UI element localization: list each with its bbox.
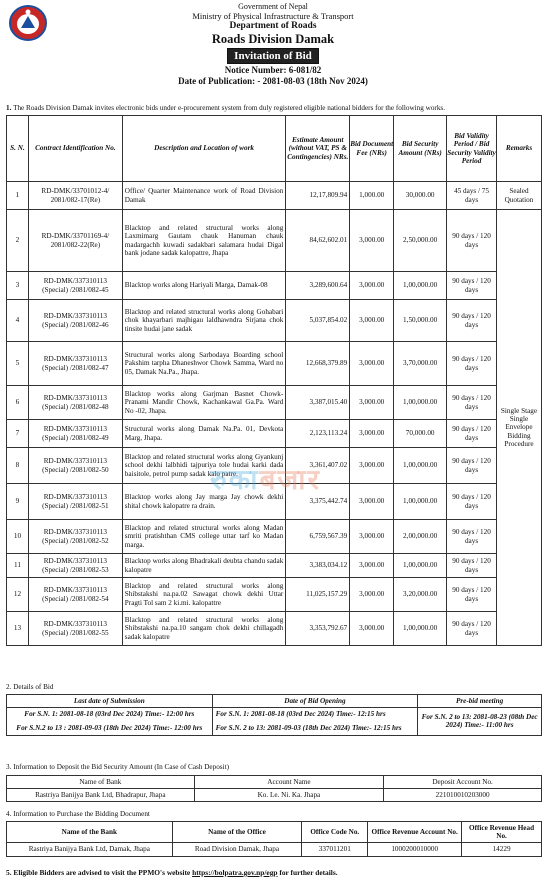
row-validity: 90 days / 120 days <box>447 554 497 578</box>
purchase-bank: Rastriya Banijya Bank Ltd, Damak, Jhapa <box>7 843 173 856</box>
row-estimate: 2,123,113.24 <box>286 420 350 448</box>
row-contract-id: RD-DMK/337310113 (Special) /2081/082-54 <box>28 578 122 612</box>
header-account-name: Account Name <box>194 776 384 789</box>
row-estimate: 3,383,034.12 <box>286 554 350 578</box>
row-description: Blacktop and related structural works along Gohabari chok khayarbari majhigau laldhawndra Sirjana chok tinsite hudai jane sadak <box>122 300 286 342</box>
works-table <box>6 115 542 646</box>
table-row <box>7 554 542 578</box>
table-row <box>7 520 542 554</box>
row-fee: 3,000.00 <box>350 612 394 646</box>
row-validity: 90 days / 120 days <box>447 448 497 484</box>
row-fee: 3,000.00 <box>350 520 394 554</box>
row-security: 1,00,000.00 <box>394 554 447 578</box>
row-estimate: 3,361,407.02 <box>286 448 350 484</box>
header-bank-name: Name of Bank <box>7 776 195 789</box>
row-description: Blacktop and related structural works along Madan smriti pratishthan CMS college uttar tarf ko Madan marga. <box>122 520 286 554</box>
row-validity: 90 days / 120 days <box>447 484 497 520</box>
row-security: 3,70,000.00 <box>394 342 447 386</box>
division-line: Roads Division Damak <box>211 32 335 46</box>
department-line: Department of Roads <box>229 21 317 31</box>
header-revenue-head: Office Revenue Head No. <box>462 822 542 843</box>
row-validity: 90 days / 120 days <box>447 272 497 300</box>
row-security: 70,000.00 <box>394 420 447 448</box>
section-3-label: 3. Information to Deposit the Bid Security Amount (In Case of Cash Deposit) <box>6 763 229 771</box>
row-estimate: 84,62,602.01 <box>286 210 350 272</box>
row-contract-id: RD-DMK/337310113 (Special) /2081/082-45 <box>28 272 122 300</box>
row-fee: 3,000.00 <box>350 210 394 272</box>
header-purchase-bank: Name of the Bank <box>7 822 173 843</box>
submission-sn1: For S.N. 1: 2081-08-18 (03rd Dec 2024) Time:- 12:00 hrs <box>24 710 195 719</box>
header-prebid: Pre-bid meeting <box>418 695 542 708</box>
row-security: 30,000.00 <box>394 182 447 210</box>
nepal-emblem-icon <box>8 4 48 42</box>
row-fee: 3,000.00 <box>350 386 394 420</box>
ministry-line: Ministry of Physical Infrastructure & Transport <box>192 11 354 21</box>
row-fee: 3,000.00 <box>350 578 394 612</box>
row-description: Blacktop works along Garjman Basnet Chowk- Pranami Mandir Chowk, Kachankawal Ga.Pa. Ward No -02, Jhapa. <box>122 386 286 420</box>
row-security: 1,00,000.00 <box>394 448 447 484</box>
table-row <box>7 182 542 210</box>
row-validity: 90 days / 120 days <box>447 300 497 342</box>
row-description: Blacktop and related structural works along Shibstakshi na.pa.02 Sawagat chowk dekhi Uttar Pragti Tol sam 2 ki.mi. kalopattre <box>122 578 286 612</box>
row-security: 3,20,000.00 <box>394 578 447 612</box>
table-row <box>7 484 542 520</box>
col-header-security: Bid Security Amount (NRs) <box>394 116 447 182</box>
col-header-cid: Contract Identification No. <box>28 116 122 182</box>
row-sn: 5 <box>7 342 29 386</box>
row-fee: 3,000.00 <box>350 272 394 300</box>
row-description: Structural works along Damak Na.Pa. 01, Devkota Marg, Jhapa. <box>122 420 286 448</box>
row-contract-id: RD-DMK/337310113 (Special) /2081/082-46 <box>28 300 122 342</box>
header-office-name: Name of the Office <box>172 822 302 843</box>
row-sn: 12 <box>7 578 29 612</box>
col-header-sn: S. N. <box>7 116 29 182</box>
purchase-table <box>6 821 542 857</box>
table-row <box>7 300 542 342</box>
table-row <box>7 612 542 646</box>
row-contract-id: RD-DMK/337310113 (Special) /2081/082-48 <box>28 386 122 420</box>
deposit-account-name: Ko. Le. Ni. Ka. Jhapa <box>194 789 384 802</box>
row-validity: 90 days / 120 days <box>447 612 497 646</box>
opening-cell <box>212 708 418 735</box>
row-contract-id: RD-DMK/33701169-4/ 2081/082-22(Re) <box>28 210 122 272</box>
opening-sn2-13: For S.N. 2 to 13: 2081-09-03 (18th Dec 2024) Time:- 12:15 hrs <box>215 724 402 733</box>
row-sn: 2 <box>7 210 29 272</box>
row-fee: 3,000.00 <box>350 554 394 578</box>
row-contract-id: RD-DMK/33701012-4/ 2081/082-17(Re) <box>28 182 122 210</box>
table-row <box>7 210 542 272</box>
row-security: 1,00,000.00 <box>394 484 447 520</box>
row-fee: 3,000.00 <box>350 420 394 448</box>
section-2-label: 2. Details of Bid <box>6 683 54 691</box>
row-validity: 90 days / 120 days <box>447 386 497 420</box>
row-contract-id: RD-DMK/337310113 (Special) /2081/082-53 <box>28 554 122 578</box>
row-validity: 45 days / 75 days <box>447 182 497 210</box>
watermark-right: बजार <box>259 465 321 496</box>
row-estimate: 3,289,600.64 <box>286 272 350 300</box>
row-contract-id: RD-DMK/337310113 (Special) /2081/082-51 <box>28 484 122 520</box>
row-description: Blacktop works along Jay marga Jay chowk dekhi shital chowk kalopatre ra drain. <box>122 484 286 520</box>
deposit-table <box>6 775 542 802</box>
col-header-desc: Description and Location of work <box>122 116 286 182</box>
office-name: Road Division Damak, Jhapa <box>172 843 302 856</box>
row-security: 1,00,000.00 <box>394 386 447 420</box>
row-security: 2,50,000.00 <box>394 210 447 272</box>
section-5 <box>6 868 338 877</box>
col-header-validity: Bid Validity Period / Bid Security Validity Period <box>447 116 497 182</box>
deposit-account-no: 221010010203000 <box>384 789 542 802</box>
row-description: Blacktop and related structural works along Shibstakshi na.pa.10 sangam chok dekhi chillagadh sadak kalopatre <box>122 612 286 646</box>
row-sn: 13 <box>7 612 29 646</box>
row-description: Blacktop works along Bhadrakali deubta chandu sadak kalopatre <box>122 554 286 578</box>
row-sn: 9 <box>7 484 29 520</box>
row-contract-id: RD-DMK/337310113 (Special) /2081/082-49 <box>28 420 122 448</box>
row-sn: 10 <box>7 520 29 554</box>
revenue-head: 14229 <box>462 843 542 856</box>
prebid-cell: For S.N. 2 to 13: 2081-08-23 (08th Dec 2024) Time:- 11:00 hrs <box>418 708 542 735</box>
header-office-code: Office Code No. <box>302 822 368 843</box>
row-contract-id: RD-DMK/337310113 (Special) /2081/082-50 <box>28 448 122 484</box>
header-deposit-account: Deposit Account No. <box>384 776 542 789</box>
row-contract-id: RD-DMK/337310113 (Special) /2081/082-55 <box>28 612 122 646</box>
row-sn: 1 <box>7 182 29 210</box>
office-code: 337011201 <box>302 843 368 856</box>
row-description: Blacktop and related structural works along Laxmimarg Gautam chauk Hanuman chauk madargachh kuwadi sadakbari salamara hudai Digal bank jodane sadak kalopattre, Jhapa <box>122 210 286 272</box>
row-fee: 3,000.00 <box>350 300 394 342</box>
row-estimate: 3,387,015.40 <box>286 386 350 420</box>
page-title: Invitation of Bid <box>227 48 319 64</box>
header-submission: Last date of Submission <box>7 695 213 708</box>
notice-number: Notice Number: 6-081/82 <box>224 65 322 75</box>
row-estimate: 12,668,379.89 <box>286 342 350 386</box>
govt-line: Government of Nepal <box>238 2 308 11</box>
row-estimate: 5,037,854.02 <box>286 300 350 342</box>
row-description: Structural works along Sarbodaya Boarding school Pakshim tarpha Dhaneshwor Chowk Samma, Ward no 05, Damak Na.Pa., Jhapa. <box>122 342 286 386</box>
table-row <box>7 448 542 484</box>
row-description: Office/ Quarter Maintenance work of Road Division Damak <box>122 182 286 210</box>
row-security: 1,00,000.00 <box>394 612 447 646</box>
document-header <box>0 2 546 87</box>
row-fee: 3,000.00 <box>350 342 394 386</box>
submission-sn2-13: For S.N.2 to 13 : 2081-09-03 (18th Dec 2024) Time:- 12:00 hrs <box>16 724 203 733</box>
row-contract-id: RD-DMK/337310113 (Special) /2081/082-52 <box>28 520 122 554</box>
row-estimate: 3,353,792.67 <box>286 612 350 646</box>
table-row <box>7 272 542 300</box>
table-row <box>7 420 542 448</box>
row-sn: 11 <box>7 554 29 578</box>
watermark-left: रुका <box>210 465 260 496</box>
deposit-bank: Rastriya Banijya Bank Ltd, Bhadrapur, Jhapa <box>7 789 195 802</box>
col-header-estimate: Estimate Amount (without VAT, PS & Contingencies) NRs. <box>286 116 350 182</box>
row-validity: 90 days / 120 days <box>447 520 497 554</box>
section-5-text: 5. Eligible Bidders are advised to visit the PPMO's website <box>6 868 191 877</box>
ppmo-link[interactable]: https://bolpatra.gov.np/egp <box>192 868 278 877</box>
row-description: Blacktop and related structural works along Gyankunj school dekhi lalbhidi tajpuriya tole hudai karki dada baisitole, petrol pump sadak kalo patre. <box>122 448 286 484</box>
row-sn: 4 <box>7 300 29 342</box>
row-estimate: 6,759,567.39 <box>286 520 350 554</box>
row-sn: 8 <box>7 448 29 484</box>
row-sn: 7 <box>7 420 29 448</box>
section-4-label: 4. Information to Purchase the Bidding Document <box>6 810 150 818</box>
col-header-fee: Bid Document Fee (NRs) <box>350 116 394 182</box>
remarks-procedure: Single Stage Single Envelope Bidding Procedure <box>496 210 541 646</box>
row-validity: 90 days / 120 days <box>447 420 497 448</box>
table-row <box>7 386 542 420</box>
row-fee: 3,000.00 <box>350 484 394 520</box>
row-security: 2,00,000.00 <box>394 520 447 554</box>
col-header-remarks: Remarks <box>496 116 541 182</box>
intro-body: The Roads Division Damak invites electronic bids under e-procurement system from duly registered eligible national bidders for the following works. <box>13 104 446 112</box>
row-validity: 90 days / 120 days <box>447 578 497 612</box>
row-description: Blacktop works along Hariyali Marga, Damak-08 <box>122 272 286 300</box>
row-validity: 90 days / 120 days <box>447 210 497 272</box>
intro-text <box>6 104 445 113</box>
row-sn: 3 <box>7 272 29 300</box>
publication-date: Date of Publication: - 2081-08-03 (18th Nov 2024) <box>178 76 368 86</box>
row-estimate: 3,375,442.74 <box>286 484 350 520</box>
submission-cell <box>7 708 213 735</box>
row-estimate: 11,025,157.29 <box>286 578 350 612</box>
row-contract-id: RD-DMK/337310113 (Special) /2081/082-47 <box>28 342 122 386</box>
intro-number: 1. <box>6 104 12 112</box>
row-fee: 3,000.00 <box>350 448 394 484</box>
row-security: 1,00,000.00 <box>394 272 447 300</box>
table-row <box>7 578 542 612</box>
row-sn: 6 <box>7 386 29 420</box>
row-estimate: 12,17,809.94 <box>286 182 350 210</box>
section-5-tail: for further details. <box>279 868 338 877</box>
row-security: 1,50,000.00 <box>394 300 447 342</box>
row-fee: 1,000.00 <box>350 182 394 210</box>
row-validity: 90 days / 120 days <box>447 342 497 386</box>
header-opening: Date of Bid Opening <box>212 695 418 708</box>
bid-details-table <box>6 694 542 736</box>
remarks-sealed: Sealed Quotation <box>496 182 541 210</box>
header-revenue-account: Office Revenue Account No. <box>368 822 462 843</box>
opening-sn1: For S.N. 1: 2081-08-18 (03rd Dec 2024) Time:- 12:15 hrs <box>215 710 386 719</box>
table-row <box>7 342 542 386</box>
revenue-account: 1000200010000 <box>368 843 462 856</box>
